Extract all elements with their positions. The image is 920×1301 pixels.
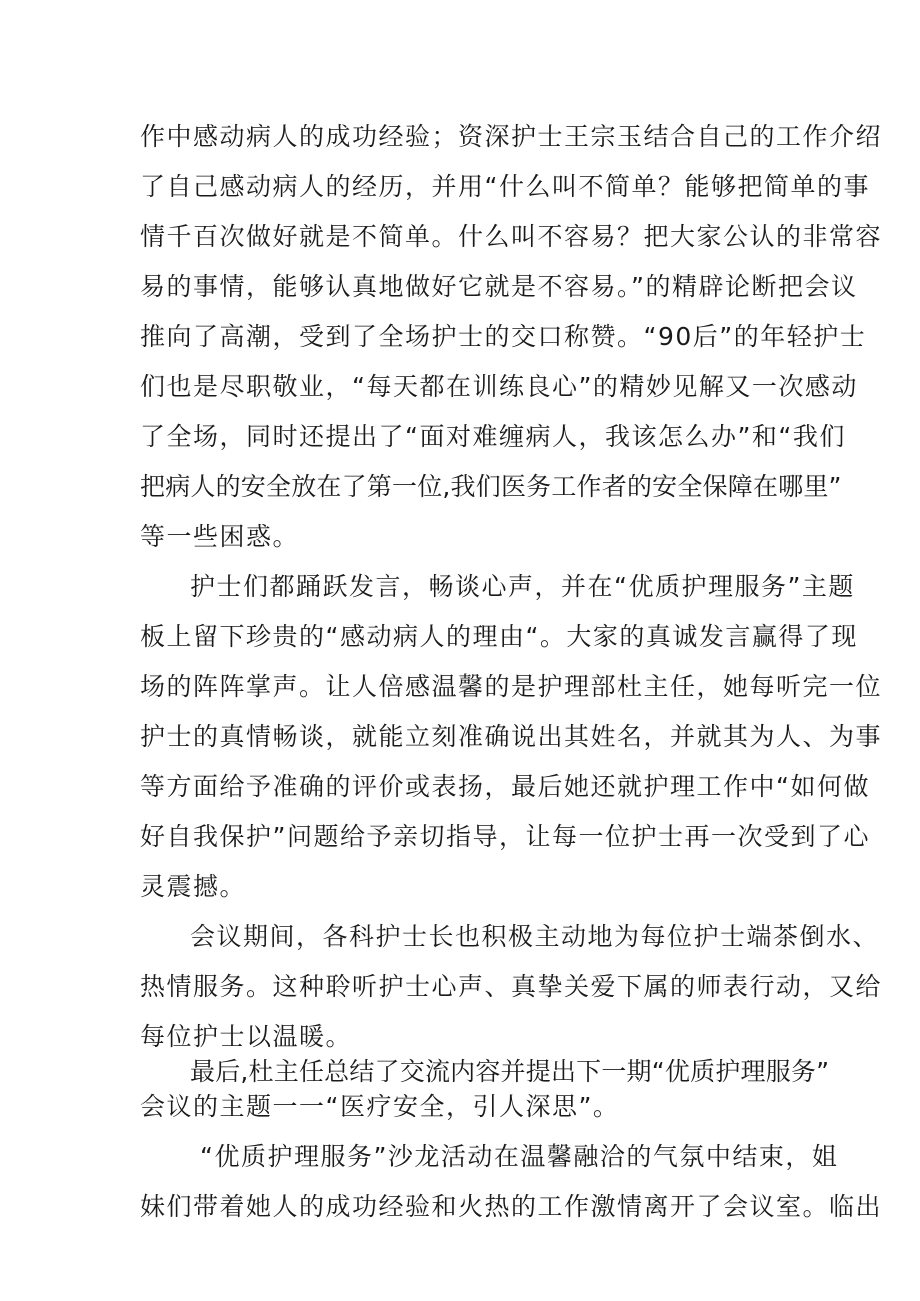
paragraph-start-line: 会议期间，各科护士长也积极主动地为每位护士端茶倒水、 <box>190 922 880 951</box>
text-line: 易的事情，能够认真地做好它就是不容易。”的精辟论断把会议 <box>140 272 858 301</box>
paragraph-start-line: 护士们都踊跃发言，畅谈心声，并在“优质护理服务”主题 <box>190 572 855 601</box>
text-line: 好自我保护”问题给予亲切指导，让每一位护士再一次受到了心 <box>140 822 870 851</box>
paragraph-start-line: “优质护理服务”沙龙活动在温馨融洽的气氛中结束，姐 <box>200 1142 839 1171</box>
text-line: 板上留下珍贵的“感动病人的理由“。大家的真诚发言赢得了现 <box>140 622 858 651</box>
text-line: 护士的真情畅谈，就能立刻准确说出其姓名，并就其为人、为事 <box>140 722 883 751</box>
text-line: 热情服务。这种聆听护士心声、真挚关爱下属的师表行动，又给 <box>140 972 883 1001</box>
paragraph-start-line: 最后,杜主任总结了交流内容并提出下一期“优质护理服务” <box>190 1057 830 1086</box>
text-line: 了全场，同时还提出了“面对难缠病人，我该怎么办”和“我们 <box>140 422 846 451</box>
text-line: 等一些困惑。 <box>140 522 300 551</box>
text-line: 们也是尽职敬业，“每天都在训练良心”的精妙见解又一次感动 <box>140 372 858 401</box>
text-line: 了自己感动病人的经历，并用“什么叫不简单？能够把简单的事 <box>140 172 870 201</box>
text-line: 会议的主题一一“医疗安全，引人深思”。 <box>140 1092 620 1121</box>
text-line: 灵震撼。 <box>140 872 247 901</box>
text-line: 每位护士以温暖。 <box>140 1022 353 1051</box>
text-line: 妹们带着她人的成功经验和火热的工作激情离开了会议室。临出 <box>140 1192 883 1221</box>
text-line: 作中感动病人的成功经验；资深护士王宗玉结合自己的工作介绍 <box>140 122 883 151</box>
text-line: 把病人的安全放在了第一位,我们医务工作者的安全保障在哪里” <box>140 472 842 501</box>
text-line: 等方面给予准确的评价或表扬，最后她还就护理工作中“如何做 <box>140 772 870 801</box>
text-line: 情千百次做好就是不简单。什么叫不容易？把大家公认的非常容 <box>140 222 883 251</box>
text-line: 场的阵阵掌声。让人倍感温馨的是护理部杜主任，她每听完一位 <box>140 672 883 701</box>
text-line: 推向了高潮，受到了全场护士的交口称赞。“90后”的年轻护士 <box>140 322 867 351</box>
